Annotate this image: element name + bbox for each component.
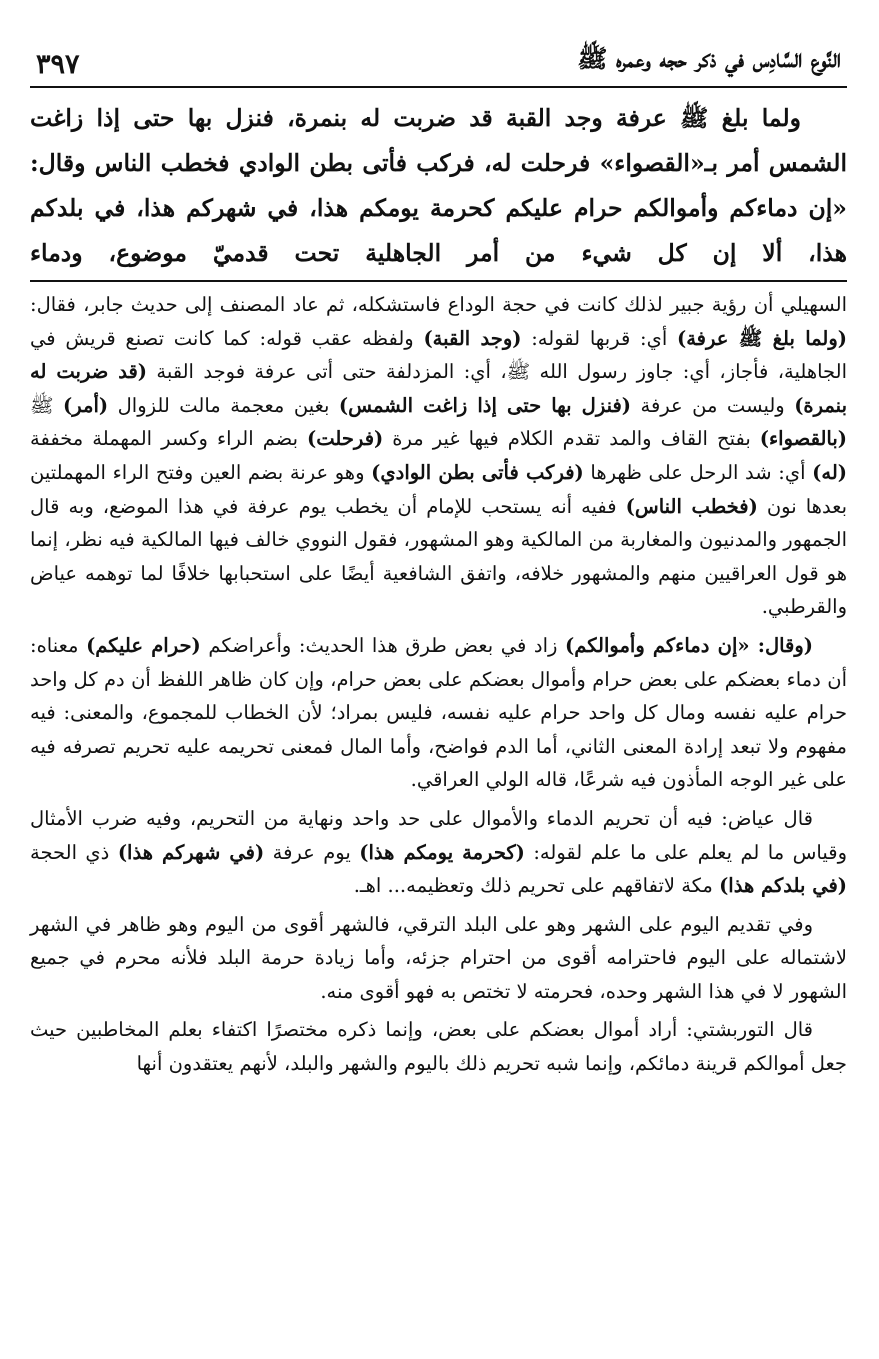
- running-title: النَّوع السَّادِس في ذكر حجه وعمره ﷺ: [577, 44, 841, 73]
- quoted-phrase: (قد ضربت له بنمرة): [30, 360, 847, 417]
- running-header: [30, 30, 847, 88]
- main-paragraph: ولما بلغ ﷺ عرفة وجد القبة قد ضربت له بنمرة، فنزل بها حتى إذا زاغت الشمس أمر بـ«القصواء» فرحلت له، فركب فأتى بطن الوادي فخطب الناس وقال: «إن دماءكم وأموالكم حرام عليكم كحرمة يومكم هذا، في شهركم هذا، في بلدكم هذا، ألا إن كل شيء من أمر الجاهلية تحت قدميّ موضوع، ودماء: [30, 104, 847, 267]
- commentary-paragraph-3: [30, 802, 847, 903]
- quoted-phrase: (في شهركم هذا): [117, 840, 265, 864]
- text-segment: وفي تقديم اليوم على الشهر وهو على البلد الترقي، فالشهر أقوى من اليوم وهو ظاهر في الشهر لاشتماله على اليوم فاحترامه أقوى من احترام جزئه، وأما زيادة حرمة البلد فلأنه محرم في جميع الشهور لا في هذا الشهر وحده، فحرمته لا تختص به فهو أقوى منه.: [30, 912, 847, 1003]
- text-segment: بفتح القاف والمد تقدم الكلام فيها غير مرة: [383, 427, 760, 451]
- quoted-phrase: (في بلدكم هذا): [719, 874, 847, 898]
- quoted-phrase: (حرام عليكم): [86, 633, 201, 657]
- text-segment: أي: قربها لقوله:: [521, 326, 677, 350]
- quoted-phrase: (كحرمة يومكم هذا): [359, 840, 525, 864]
- text-segment: يوم عرفة: [264, 840, 360, 864]
- text-segment: وليست من عرفة: [631, 393, 795, 417]
- commentary-paragraph-1: [30, 288, 847, 624]
- text-segment: ولفظه عقب قوله: كما كانت تصنع قريش في الجاهلية، فأجاز، أي: جاوز رسول الله ﷺ، أي: المزدلفة حتى أتى عرفة فوجد القبة: [30, 326, 848, 384]
- quoted-phrase: (وجد القبة): [423, 326, 522, 350]
- text-segment: معناه: أن دماء بعضكم على بعض حرام وأموال بعضكم على بعض حرام، وإن كان ظاهر اللفظ أن دم كل واحد حرام عليه نفسه ومال كل واحد حرام عليه نفسه، فليس بمراد؛ لأن الخطاب للمجموع، والمعنى: فيه مفهوم ولا تبعد إرادة المعنى الثاني، أما الدم فواضح، وأما المال فمعنى تحريمه عليه تحريم تصرفه فيه على غير الوجه المأذون فيه شرعًا، قاله الولي العراقي.: [30, 633, 847, 792]
- text-segment: السهيلي أن رؤية جبير لذلك كانت في حجة الوداع فاستشكله، ثم عاد المصنف إلى حديث جابر، فقال:: [30, 293, 847, 316]
- quoted-phrase: (له): [812, 460, 847, 484]
- commentary-paragraph-4: [30, 908, 847, 1009]
- page-number: ٣٩٧: [36, 49, 80, 80]
- text-segment: ففيه أنه يستحب للإمام أن يخطب يوم عرفة في هذا الموضع، وبه قال الجمهور والمدنيون والمغاربة من المالكية وهو المشهور، فقول النووي خالف فيها المالكية فيه نظر، إنما هو قول العراقيين منهم والمشهور خلافه، واتفق الشافعية أيضًا على استحبابها خلافًا لما توهمه عياض والقرطبي.: [30, 494, 847, 619]
- text-segment: وهو عرنة بضم العين وفتح الراء المهملتين بعدها نون: [30, 460, 848, 518]
- text-segment: مكة لاتفاقهم على تحريم ذلك وتعظيمه... اهـ.: [353, 874, 720, 898]
- main-text: [30, 96, 847, 276]
- quoted-phrase: (فركب فأتى بطن الوادي): [371, 460, 584, 484]
- quoted-phrase: (ولما بلغ ﷺ عرفة): [677, 326, 848, 350]
- quoted-phrase: (أمر): [63, 393, 109, 417]
- text-segment: ﷺ: [30, 393, 64, 417]
- commentary: [30, 288, 847, 1081]
- quoted-phrase: (فرحلت): [307, 427, 384, 451]
- commentary-paragraph-5: [30, 1013, 847, 1080]
- text-segment: قال التوربشتي: أراد أموال بعضكم على بعض، وإنما ذكره مختصرًا اكتفاء بعلم المخاطبين حيث جعل أموالكم قرينة دمائكم، وإنما شبه تحريم ذلك باليوم والشهر والبلد، لأنهم يعتقدون أنها: [30, 1018, 847, 1076]
- text-segment: بضم الراء وكسر المهملة مخففة: [30, 427, 308, 451]
- text-segment: قال عياض: فيه أن تحريم الدماء والأموال على حد واحد ونهاية من التحريم، وفيه ضرب الأمثال وقياس ما لم يعلم على ما علم لقوله:: [30, 806, 847, 864]
- text-commentary-divider: [30, 280, 847, 282]
- commentary-paragraph-2: [30, 629, 847, 797]
- quoted-phrase: (وقال: «إن دماءكم وأموالكم): [565, 633, 814, 657]
- quoted-phrase: (فنزل بها حتى إذا زاغت الشمس): [338, 393, 632, 417]
- text-segment: زاد في بعض طرق هذا الحديث: وأعراضكم: [200, 633, 566, 657]
- text-segment: ذي الحجة: [30, 840, 118, 864]
- text-segment: أي: شد الرحل على ظهرها: [583, 460, 813, 484]
- quoted-phrase: (بالقصواء): [759, 427, 847, 451]
- quoted-phrase: (فخطب الناس): [625, 494, 758, 518]
- text-segment: بغين معجمة مالت للزوال: [108, 393, 339, 417]
